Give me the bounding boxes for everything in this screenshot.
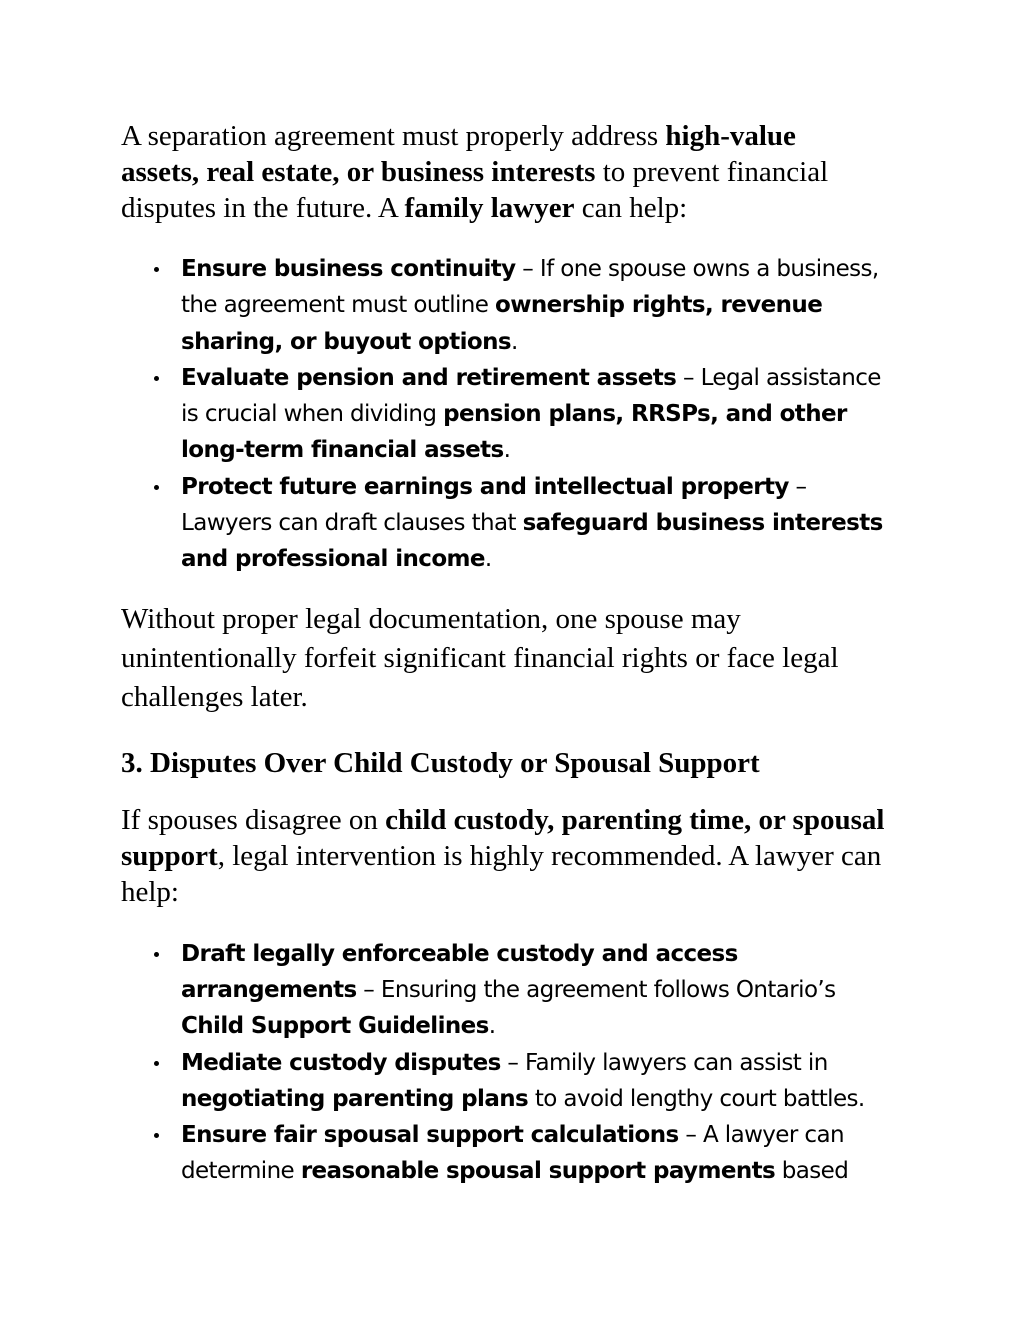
bullet-dot [154,952,159,957]
list-item-bold: Mediate custody disputes [181,1049,501,1076]
list-item-bold: reasonable spousal support payments [300,1158,776,1185]
custody-help-list [121,936,901,1190]
list-item-text: . [510,328,518,355]
custody-paragraph [121,802,891,910]
list-item-text: – Ensuring the agreement follows Ontario’s [356,976,836,1003]
bullet-dot [154,485,159,490]
intro-text: to prevent financial disputes in the future. A [121,156,829,224]
list-item-text: . [484,546,492,573]
list-item [121,1117,901,1190]
bullet-dot [154,1061,159,1066]
list-item-text: – If one spouse owns a business, the agreement must outline [181,256,879,319]
list-item-bold: ownership rights, revenue sharing, or buyout options [181,292,823,355]
list-item-bold: negotiating parenting plans [181,1085,529,1112]
list-item-bold: Ensure fair spousal support calculations [181,1122,679,1149]
list-item-text: . [503,437,511,464]
custody-bold: child custody, parenting time, or spousal support [121,803,885,872]
list-item-text: . [488,1013,496,1040]
intro-bold-lawyer: family lawyer [404,192,575,224]
document-page [121,118,901,1190]
list-item [121,360,901,469]
list-item [121,469,901,578]
intro-bold-assets: high-value assets, real estate, or business interests [121,120,796,188]
list-item-text: – Legal assistance is crucial when dividing [181,364,881,428]
bullet-dot [154,376,159,381]
intro-text: can help: [574,192,688,224]
custody-text: If spouses disagree on [121,803,386,836]
bullet-dot [154,1133,159,1138]
intro-text: A separation agreement must properly address [121,120,666,152]
list-item-text: to avoid lengthy court battles. [528,1085,865,1112]
list-item-text: – A lawyer can determine [181,1122,844,1185]
list-item-bold: Ensure business continuity [181,256,516,282]
list-item [121,251,901,360]
list-item-bold: Protect future earnings and intellectual property [181,473,789,500]
list-item-text: based [775,1158,849,1185]
list-item-bold: Draft legally enforceable custody and access arrangements [181,940,738,1003]
list-item-bold: Child Support Guidelines [181,1013,489,1040]
legal-documentation-paragraph: Without proper legal documentation, one spouse may unintentionally forfeit significant financial rights or face legal challenges later. [121,602,839,713]
asset-help-list [121,251,901,578]
list-item-bold: safeguard business interests and professional income [181,510,883,573]
list-item [121,1045,901,1118]
intro-paragraph [121,118,856,226]
section-heading: 3. Disputes Over Child Custody or Spousal Support [121,746,760,779]
custody-text: , legal intervention is highly recommended. A lawyer can help: [121,839,882,908]
list-item-text: – Family lawyers can assist in [500,1049,828,1076]
bullet-dot [154,267,159,272]
list-item-bold: Evaluate pension and retirement assets [181,364,677,391]
list-item-text: – Lawyers can draft clauses that [181,473,807,537]
list-item [121,936,901,1045]
list-item-bold: pension plans, RRSPs, and other long-term financial assets [181,401,847,464]
